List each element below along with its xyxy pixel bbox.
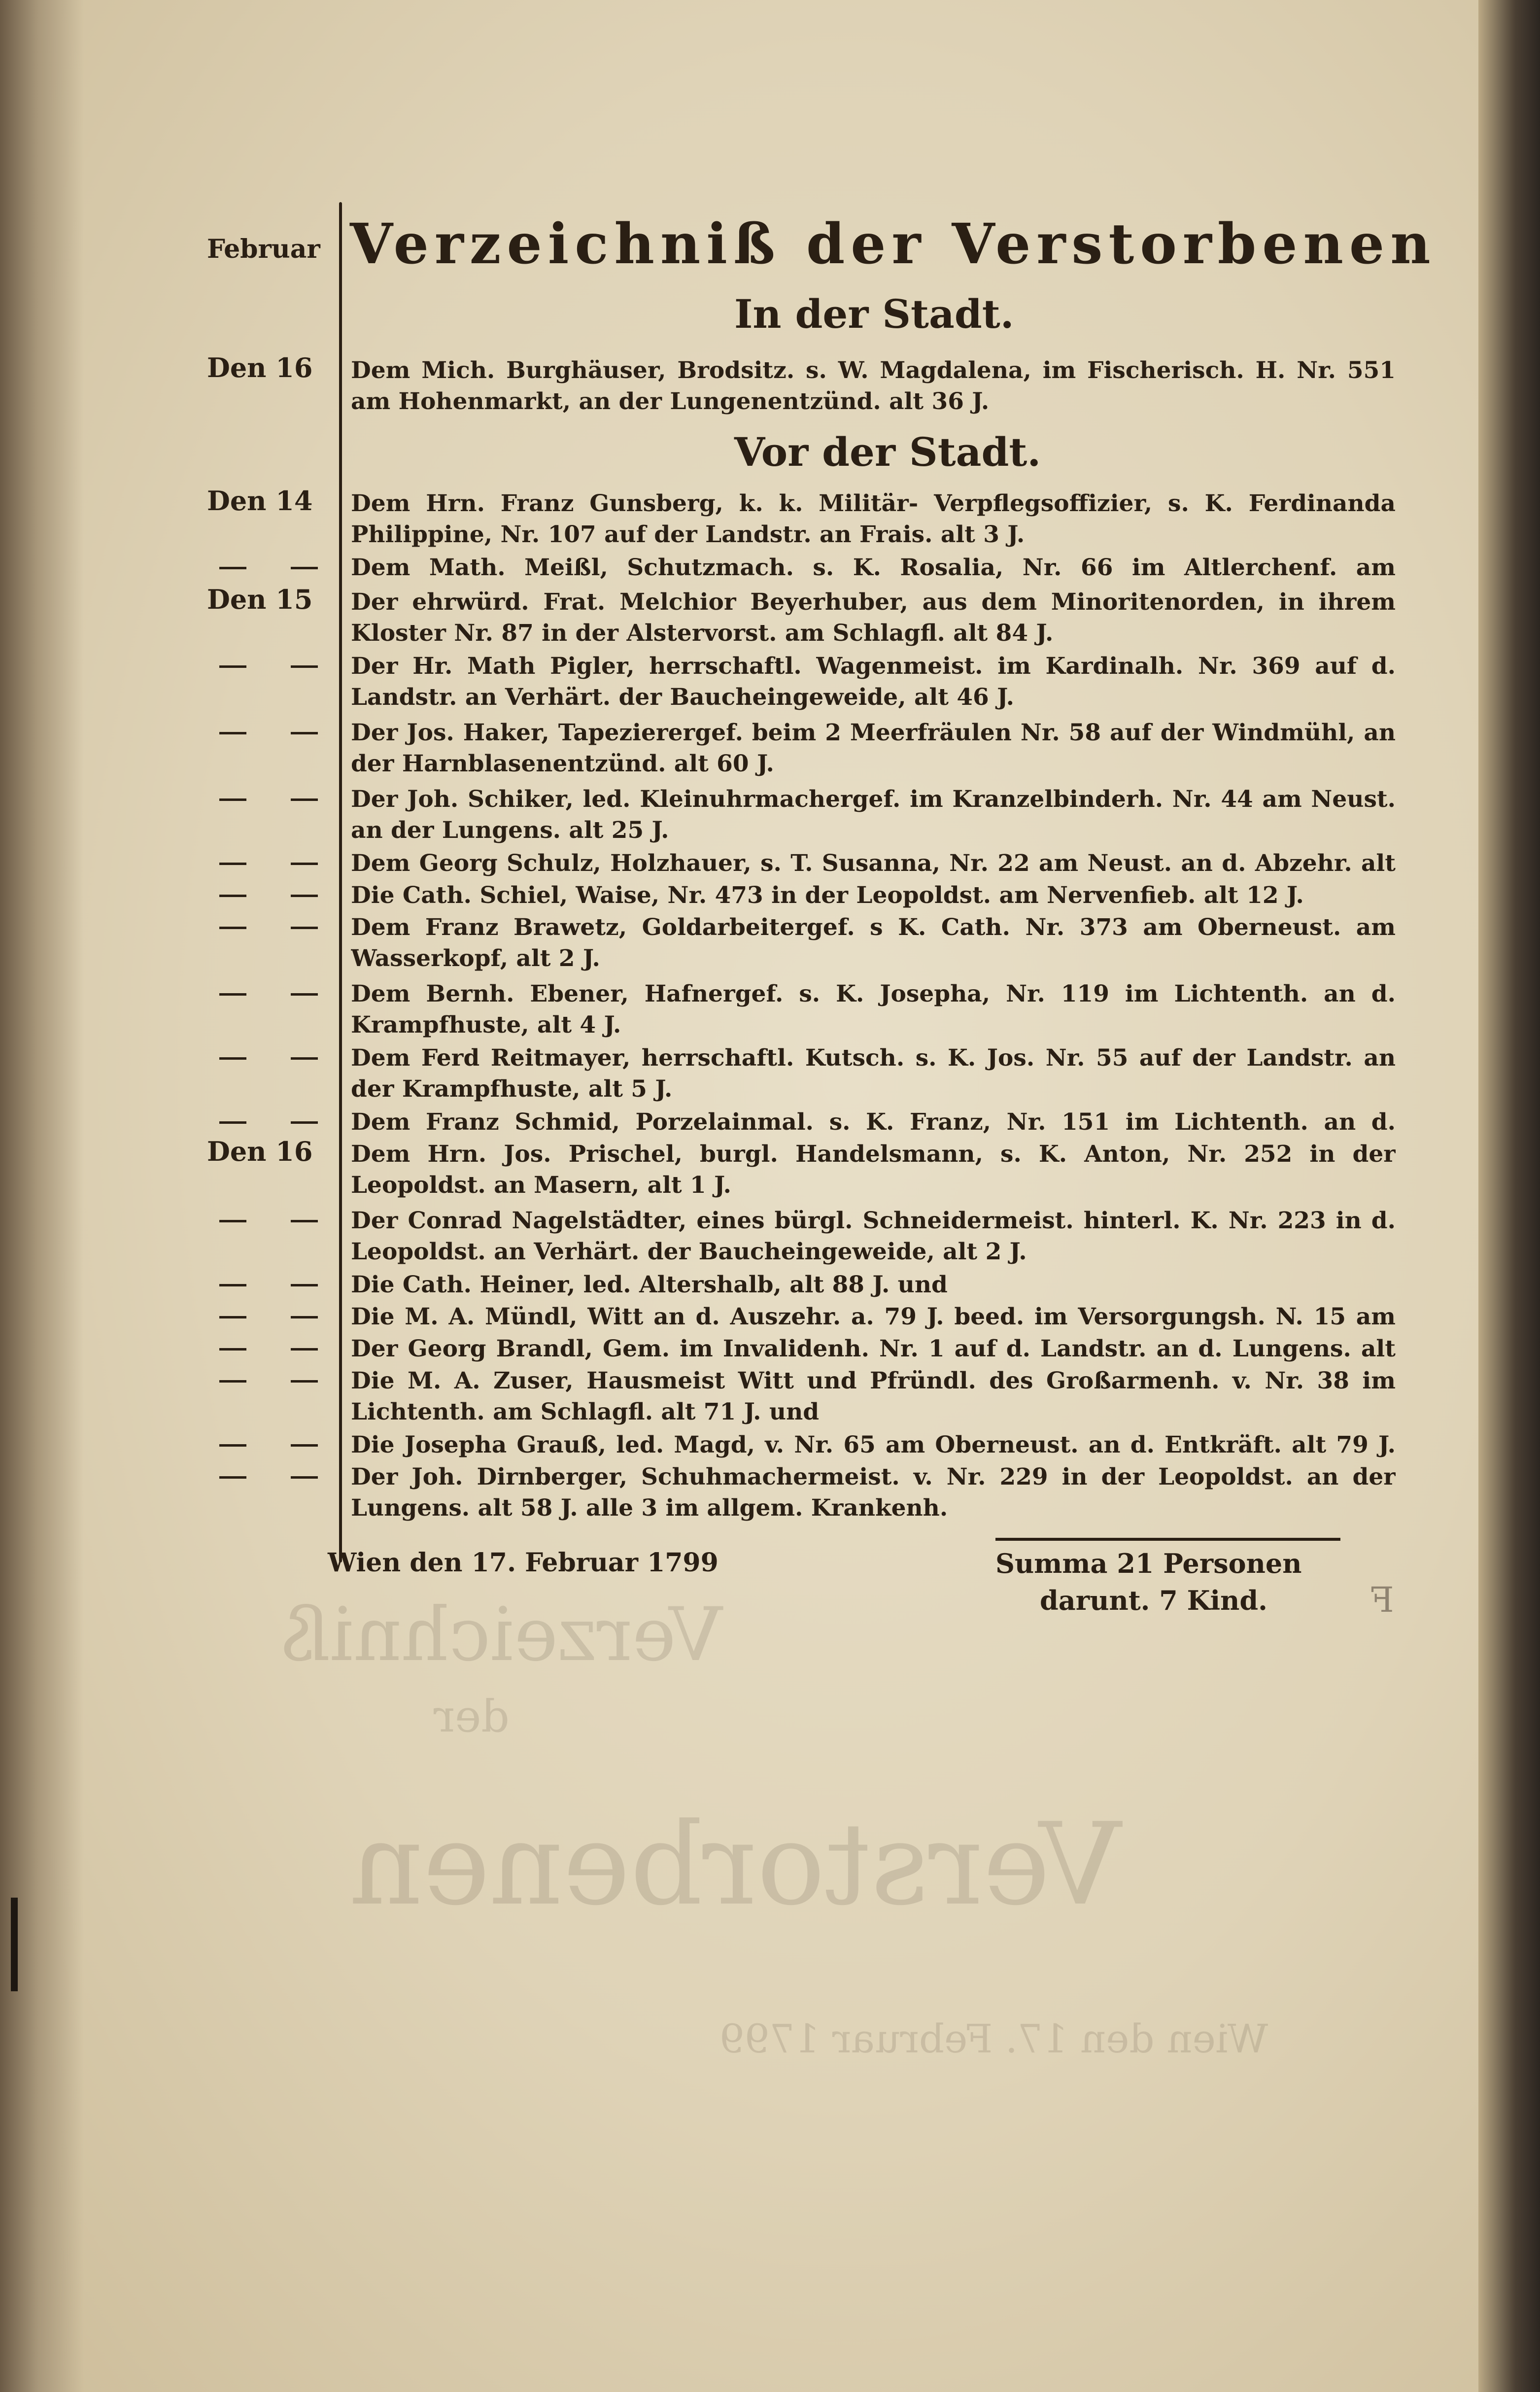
ditto-dash [291, 1316, 318, 1318]
ditto-dash [219, 732, 246, 734]
register-entry: Dem Ferd Reitmayer, herrschaftl. Kutsch. s. K. Jos. Nr. 55 auf der Landstr. an der Krampfhuste, alt 5 J. [351, 1044, 1396, 1103]
register-entry: Der Conrad Nagelstädter, eines bürgl. Schneidermeist. hinterl. K. Nr. 223 in d. Leopoldst. an Verhärt. der Baucheingeweide, alt 2 J. [351, 1207, 1396, 1265]
register-entry: Der Hr. Math Pigler, herrschaftl. Wagenmeist. im Kardinalh. Nr. 369 auf d. Landstr. an Verhärt. der Baucheingeweide, alt 46 J. [351, 653, 1396, 711]
register-entry: Dem Hrn. Jos. Prischel, burgl. Handelsmann, s. K. Anton, Nr. 252 in der Leopoldst. an Masern, alt 1 J. [351, 1141, 1396, 1199]
ditto-dash [219, 895, 246, 897]
register-entry: Dem Franz Schmid, Porzelainmal. s. K. Franz, Nr. 151 im Lichtenth. an d. [351, 1109, 1396, 1136]
date-column [207, 192, 340, 1572]
ditto-dash [219, 1057, 246, 1060]
ditto-dash [291, 798, 318, 801]
bleed-through-line: Verstorbenen [350, 1799, 1122, 1931]
ditto-dash [291, 1348, 318, 1351]
register-entry: Die M. A. Mündl, Witt an d. Auszehr. a. 79 J. beed. im Versorgungsh. N. 15 am [351, 1303, 1396, 1330]
day-label: Den 16 [207, 1136, 313, 1167]
register-entry: Der Jos. Haker, Tapezierergef. beim 2 Meerfräulen Nr. 58 auf der Windmühl, an der Harnblasenentzünd. alt 60 J. [351, 719, 1396, 777]
register-entry: Die M. A. Zuser, Hausmeist Witt und Pfründl. des Großarmenh. v. Nr. 38 im Lichtenth. am Schlagfl. alt 71 J. und [351, 1367, 1396, 1425]
ditto-dash [219, 1444, 246, 1447]
document-title: Verzeichniß der Verstorbenen [350, 212, 1437, 277]
ditto-dash [291, 567, 318, 569]
section-heading-city: In der Stadt. [734, 291, 1014, 337]
month-label: Februar [207, 234, 320, 264]
summary-children: darunt. 7 Kind. [1040, 1585, 1267, 1616]
faint-stamp-mark: ꟻ [1370, 1580, 1394, 1620]
ditto-dash [291, 993, 318, 996]
ditto-dash [219, 1348, 246, 1351]
ditto-dash [291, 1220, 318, 1222]
bleed-through-line: Verzeichniß [281, 1592, 723, 1678]
ditto-dash [219, 993, 246, 996]
bleed-through-text [276, 1592, 1459, 2134]
day-label: Den 15 [207, 584, 313, 615]
place-and-date: Wien den 17. Februar 1799 [328, 1548, 719, 1578]
summary-rule [995, 1538, 1340, 1541]
ditto-dash [291, 1444, 318, 1447]
register-entry: Dem Math. Meißl, Schutzmach. s. K. Rosalia, Nr. 66 im Altlerchenf. am [351, 554, 1396, 581]
day-label: Den 16 [207, 352, 313, 383]
ditto-dash [219, 1121, 246, 1124]
ditto-dash [291, 732, 318, 734]
ditto-dash [291, 927, 318, 929]
bleed-through-line: der [434, 1691, 510, 1742]
day-label: Den 14 [207, 485, 313, 517]
register-entry: Der ehrwürd. Frat. Melchior Beyerhuber, aus dem Minoritenorden, in ihrem Kloster Nr. 87 in der Alstervorst. am Schlagfl. alt 84 J. [351, 589, 1396, 647]
ditto-dash [291, 1380, 318, 1383]
ditto-dash [219, 1284, 246, 1286]
ditto-dash [219, 927, 246, 929]
ditto-dash [291, 1121, 318, 1124]
section-heading-suburbs: Vor der Stadt. [734, 429, 1041, 475]
ditto-dash [291, 1476, 318, 1479]
ditto-dash [219, 798, 246, 801]
ditto-dash [291, 863, 318, 865]
register-entry: Die Cath. Heiner, led. Altershalb, alt 88 J. und [351, 1271, 948, 1298]
ditto-dash [219, 863, 246, 865]
bleed-through-line: Wien den 17. Februar 1799 [719, 2016, 1268, 2062]
summary-total: Summa 21 Personen [995, 1548, 1302, 1579]
ditto-dash [291, 1284, 318, 1286]
gutter-ink-mark [11, 1898, 18, 1991]
book-gutter-shadow [0, 0, 84, 2392]
ditto-dash [219, 567, 246, 569]
register-entry: Dem Mich. Burghäuser, Brodsitz. s. W. Magdalena, im Fischerisch. H. Nr. 551 am Hohenmarkt, an der Lungenentzünd. alt 36 J. [351, 357, 1396, 415]
register-entry: Dem Georg Schulz, Holzhauer, s. T. Susanna, Nr. 22 am Neust. an d. Abzehr. alt [351, 850, 1396, 877]
ditto-dash [219, 1220, 246, 1222]
ditto-dash [291, 1057, 318, 1060]
page-fore-edge [1478, 0, 1540, 2392]
register-entry: Dem Hrn. Franz Gunsberg, k. k. Militär- Verpflegsoffizier, s. K. Ferdinanda Philippine, Nr. 107 auf der Landstr. an Frais. alt 3 J. [351, 490, 1396, 548]
register-entry: Dem Bernh. Ebener, Hafnergef. s. K. Josepha, Nr. 119 im Lichtenth. an d. Krampfhuste, alt 4 J. [351, 980, 1396, 1039]
register-entry: Der Georg Brandl, Gem. im Invalidenh. Nr. 1 auf d. Landstr. an d. Lungens. alt [351, 1335, 1396, 1362]
register-entry: Die Josepha Grauß, led. Magd, v. Nr. 65 am Oberneust. an d. Entkräft. alt 79 J. [351, 1431, 1396, 1458]
ditto-dash [219, 1316, 246, 1318]
ditto-dash [219, 1476, 246, 1479]
ditto-dash [291, 665, 318, 668]
column-divider-rule [339, 202, 342, 1562]
ditto-dash [219, 665, 246, 668]
register-entry: Dem Franz Brawetz, Goldarbeitergef. s K. Cath. Nr. 373 am Oberneust. am Wasserkopf, alt 2 J. [351, 914, 1396, 972]
register-entry: Die Cath. Schiel, Waise, Nr. 473 in der Leopoldst. am Nervenfieb. alt 12 J. [351, 882, 1304, 909]
register-entry: Der Joh. Schiker, led. Kleinuhrmachergef. im Kranzelbinderh. Nr. 44 am Neust. an der Lungens. alt 25 J. [351, 786, 1396, 844]
ditto-dash [291, 895, 318, 897]
register-entry: Der Joh. Dirnberger, Schuhmachermeist. v. Nr. 229 in der Leopoldst. an der Lungens. alt 58 J. alle 3 im allgem. Krankenh. [351, 1463, 1396, 1522]
ditto-dash [219, 1380, 246, 1383]
